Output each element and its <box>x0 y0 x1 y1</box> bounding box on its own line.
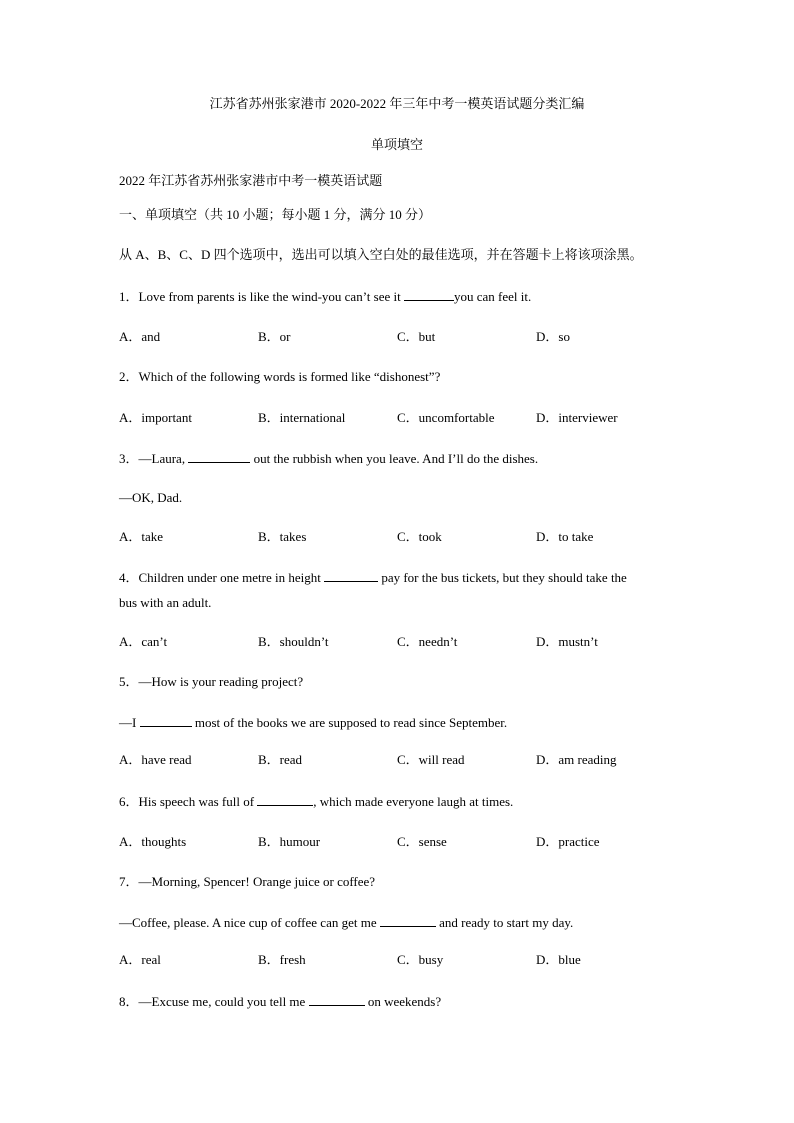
option-c: C．took <box>397 529 442 544</box>
question-reply <box>119 714 507 731</box>
question-number: 3． <box>119 451 139 466</box>
option-b: B．humour <box>258 834 321 849</box>
option-b: B．or <box>258 329 291 344</box>
answer-blank <box>309 993 365 1006</box>
question-text: on weekends? <box>364 994 442 1009</box>
option-a: A．thoughts <box>119 834 187 849</box>
option-a: A．and <box>119 329 161 344</box>
option-b: B．international <box>258 410 346 425</box>
question-text: —Excuse me, could you tell me <box>138 994 309 1009</box>
question-number: 1． <box>119 289 139 304</box>
option-b: B．shouldn’t <box>258 634 329 649</box>
question-text: —Coffee, please. A nice cup of coffee can get me <box>119 915 380 930</box>
question-8 <box>119 993 441 1010</box>
option-b: B．read <box>258 752 303 767</box>
option-a: A．important <box>119 410 192 425</box>
question-number: 6． <box>119 794 139 809</box>
option-d: D．to take <box>536 529 594 544</box>
question-text: His speech was full of <box>138 794 258 809</box>
question-text: —Laura, <box>138 451 189 466</box>
question-1 <box>119 288 531 305</box>
option-c: C．busy <box>397 952 444 967</box>
option-d: D．blue <box>536 952 581 967</box>
answer-blank <box>324 569 378 582</box>
question-3 <box>119 450 538 467</box>
question-text: Children under one metre in height <box>138 570 325 585</box>
answer-blank <box>404 288 454 301</box>
question-number: 4． <box>119 570 139 585</box>
option-c: C．sense <box>397 834 447 849</box>
instructions: 从 A、B、C、D 四个选项中，选出可以填入空白处的最佳选项，并在答题卡上将该项涂黑。 <box>119 247 643 262</box>
answer-blank <box>188 450 250 463</box>
question-reply: —OK, Dad. <box>119 490 183 505</box>
question-text: and ready to start my day. <box>435 915 574 930</box>
option-d: D．so <box>536 329 570 344</box>
question-text: —I <box>119 715 140 730</box>
question-6 <box>119 793 513 810</box>
option-b: B．fresh <box>258 952 306 967</box>
question-continuation: bus with an adult. <box>119 595 212 610</box>
option-a: A．have read <box>119 752 192 767</box>
question-number: 8． <box>119 994 139 1009</box>
question-2 <box>119 369 440 385</box>
option-d: D．mustn’t <box>536 634 598 649</box>
option-a: A．can’t <box>119 634 168 649</box>
option-c: C．uncomfortable <box>397 410 495 425</box>
question-number: 7． <box>119 874 139 889</box>
answer-blank <box>380 914 436 927</box>
option-d: D．practice <box>536 834 600 849</box>
document-subtitle: 单项填空 <box>370 137 423 152</box>
document-title: 江苏省苏州张家港市 2020-2022 年三年中考一模英语试题分类汇编 <box>209 96 585 111</box>
option-c: C．needn’t <box>397 634 458 649</box>
question-text: —How is your reading project? <box>138 674 304 689</box>
question-text: most of the books we are supposed to read since September. <box>191 715 508 730</box>
question-text: you can feel it. <box>453 289 532 304</box>
option-d: D．interviewer <box>536 410 618 425</box>
option-c: C．but <box>397 329 436 344</box>
answer-blank <box>140 714 192 727</box>
option-c: C．will read <box>397 752 465 767</box>
question-text: , which made everyone laugh at times. <box>313 794 514 809</box>
option-d: D．am reading <box>536 752 617 767</box>
exam-title: 2022 年江苏省苏州张家港市中考一模英语试题 <box>119 173 383 188</box>
question-text: Love from parents is like the wind-you can’t see it <box>138 289 404 304</box>
option-a: A．take <box>119 529 164 544</box>
question-number: 5． <box>119 674 139 689</box>
question-text: out the rubbish when you leave. And I’ll do the dishes. <box>250 451 539 466</box>
section-heading: 一、单项填空（共 10 小题；每小题 1 分，满分 10 分） <box>119 207 432 222</box>
question-text: pay for the bus tickets, but they should take the <box>378 570 627 585</box>
question-number: 2． <box>119 369 139 384</box>
answer-blank <box>257 793 313 806</box>
question-text: Which of the following words is formed like “dishonest”? <box>138 369 441 384</box>
question-5 <box>119 674 303 690</box>
option-a: A．real <box>119 952 161 967</box>
question-reply <box>119 914 573 931</box>
option-b: B．takes <box>258 529 307 544</box>
question-4 <box>119 569 627 586</box>
question-text: —Morning, Spencer! Orange juice or coffee? <box>138 874 376 889</box>
question-7 <box>119 874 375 890</box>
